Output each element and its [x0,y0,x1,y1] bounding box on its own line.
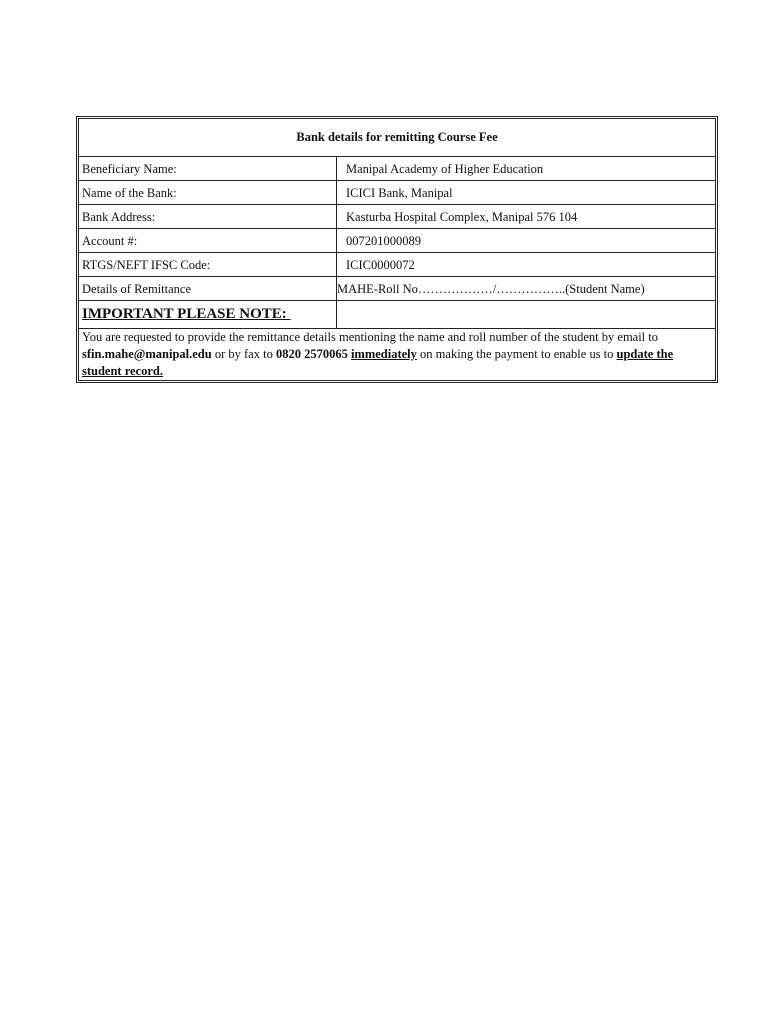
bank-name-value: ICICI Bank, Manipal [337,181,716,205]
bank-address-value: Kasturba Hospital Complex, Manipal 576 104 [337,205,716,229]
message-text-4: on making the payment to enable us to [416,347,617,361]
important-note-cell [79,301,337,329]
table-row [79,253,716,277]
note-message-row [79,329,716,381]
message-text-2: or by fax to [211,347,276,361]
ifsc-code-label: RTGS/NEFT IFSC Code: [79,253,337,277]
table-title: Bank details for remitting Course Fee [79,119,716,157]
immediately-text: immediately [350,347,417,361]
bank-address-label: Bank Address: [79,205,337,229]
message-text-1: You are requested to provide the remittance details mentioning the name and roll number of the student by email to [82,330,659,344]
update-record-text: update the student record. [82,347,674,378]
table-row [79,229,716,253]
important-note-row [79,301,716,329]
table-row [79,277,716,301]
bank-details-table [78,118,716,381]
account-number-label: Account #: [79,229,337,253]
beneficiary-name-label: Beneficiary Name: [79,157,337,181]
fax-number: 0820 2570065 [275,347,348,361]
bank-details-frame [76,116,718,383]
account-number-value: 007201000089 [337,229,716,253]
bank-name-label: Name of the Bank: [79,181,337,205]
contact-email: sfin.mahe@manipal.edu [82,347,212,361]
table-title-row [79,119,716,157]
beneficiary-name-value: Manipal Academy of Higher Education [337,157,716,181]
empty-cell [337,301,716,329]
table-row [79,181,716,205]
ifsc-code-value: ICIC0000072 [337,253,716,277]
note-message [79,329,716,381]
table-row [79,157,716,181]
table-row [79,205,716,229]
remittance-details-value: MAHE-Roll No………………/……………..(Student Name) [337,277,716,301]
important-note-label: IMPORTANT PLEASE NOTE: [82,306,291,322]
remittance-details-label: Details of Remittance [79,277,337,301]
